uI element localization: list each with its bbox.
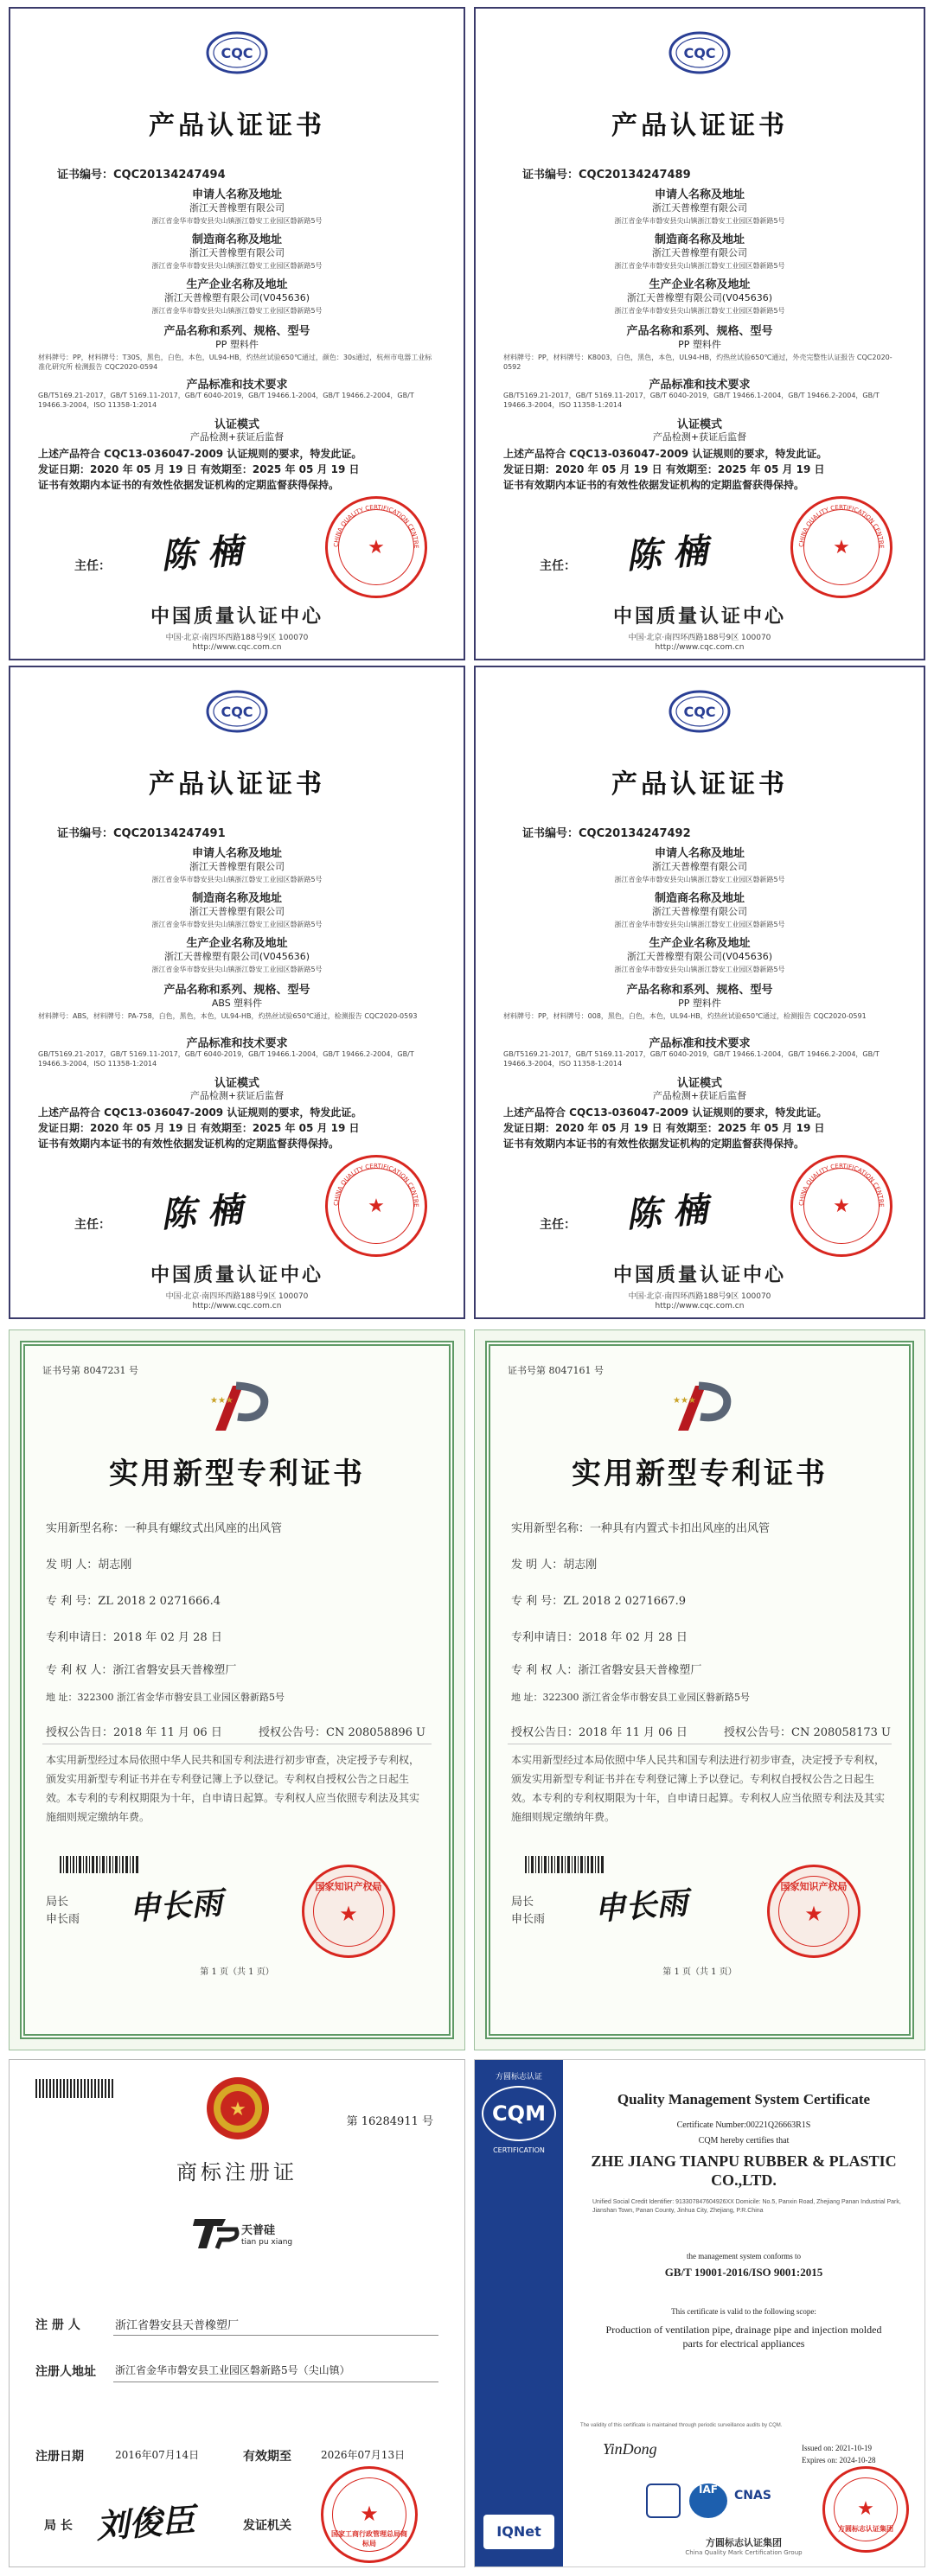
registrant-address-value: 浙江省金华市磐安县工业园区磐新路5号（尖山镇） <box>115 2364 350 2376</box>
cqm-certificate <box>474 2059 925 2567</box>
svg-text:★★★: ★★★ <box>673 1396 696 1406</box>
registrant-value: 浙江省磐安县天普橡塑厂 <box>115 2319 240 2332</box>
grant-publication-number: 授权公告号：CN 208058173 U <box>724 1726 891 1739</box>
issue-dates: 发证日期：2020 年 05 月 19 日 有效期至：2025 年 05 月 19 日 <box>38 1122 360 1134</box>
director-signature: 刘俊臣 <box>94 2500 196 2546</box>
mode-heading: 认证模式 <box>676 418 722 431</box>
cqm-scope-intro: This certificate is valid to the following scope: <box>671 2307 816 2316</box>
applicant-address: 浙江省金华市磐安县尖山镇浙江磐安工业园区磐新路5号 <box>614 876 785 883</box>
cnipa-seal-icon: ★ 国家知识产权局 <box>767 1865 860 1958</box>
standard-heading: 产品标准和技术要求 <box>186 379 288 392</box>
issue-dates: 发证日期：2020 年 05 月 19 日 有效期至：2025 年 05 月 19 日 <box>38 463 360 475</box>
director-title: 局长 <box>511 1896 534 1909</box>
issuer-address: 中国·北京·南四环西路188号9区 100070 <box>165 634 309 642</box>
valid-until-value: 2026年07月13日 <box>321 2449 406 2461</box>
svg-text:CQC: CQC <box>683 704 716 720</box>
applicant-address: 浙江省金华市磐安县尖山镇浙江磐安工业园区磐新路5号 <box>614 217 785 225</box>
manufacturer-address: 浙江省金华市磐安县尖山镇浙江磐安工业园区磐新路5号 <box>614 921 785 928</box>
cqm-certificate-number: Certificate Number:00221Q26663R1S <box>676 2120 811 2130</box>
cqm-certifies: CQM hereby certifies that <box>698 2136 790 2146</box>
manufacturer-name: 浙江天普橡塑有限公司 <box>652 906 747 917</box>
issuer-name: 中国质量认证中心 <box>612 606 786 628</box>
cqm-side-band <box>475 2060 563 2566</box>
accreditation-mark-icon <box>646 2484 681 2518</box>
svg-text:CHINA QUALITY CERTIFICATION CE: CHINA QUALITY CERTIFICATION CENTRE <box>797 503 886 549</box>
cqm-standard: GB/T 19001-2016/ISO 9001:2015 <box>664 2266 823 2279</box>
inventor-line: 发 明 人：胡志刚 <box>46 1559 132 1572</box>
cqc-logo-icon <box>669 31 731 74</box>
producer-name: 浙江天普橡塑有限公司(V045636) <box>626 951 773 962</box>
cnas-logo-icon: CNAS <box>734 2489 771 2503</box>
director-name: 申长雨 <box>46 1913 80 1926</box>
trademark-title: 商标注册证 <box>176 2160 297 2184</box>
manufacturer-name: 浙江天普橡塑有限公司 <box>189 906 285 917</box>
ccc-certificate-1 <box>9 7 465 660</box>
ccc-certificate-4 <box>474 666 925 1319</box>
certification-mode: 产品检测+获证后监督 <box>189 1090 285 1101</box>
certificate-title: 产品认证证书 <box>149 111 325 141</box>
mode-heading: 认证模式 <box>214 1077 259 1090</box>
barcode-icon <box>35 2079 113 2098</box>
product-name: PP 塑料件 <box>678 339 721 350</box>
grant-date: 授权公告日：2018 年 11 月 06 日 <box>46 1726 222 1739</box>
certificate-number: 证书编号：CQC20134247492 <box>522 827 691 840</box>
brand-pinyin: tian pu xiang <box>241 2238 293 2247</box>
cqm-company-details: Unified Social Credit Identifier: 913307847604926XX Domicile: No.5, Panxin Road, Zhejiang Panan Industrial Park, Jianshan Town, Panan County, Jinhua City, Zhejiang, P.R.China <box>592 2199 901 2214</box>
iqnet-logo-icon: IQNet <box>483 2515 554 2549</box>
valid-until-label: 有效期至 <box>243 2450 291 2464</box>
conformity-statement: 上述产品符合 CQC13-036047-2009 认证规则的要求，特发此证。 <box>503 448 828 460</box>
director-name: 申长雨 <box>511 1913 546 1926</box>
applicant-heading: 申请人名称及地址 <box>654 847 745 860</box>
svg-text:CHINA QUALITY CERTIFICATION CE: CHINA QUALITY CERTIFICATION CENTRE <box>332 503 420 549</box>
cqm-seal-icon: ★ 方圆标志认证集团 <box>822 2466 909 2553</box>
issuing-authority-label: 发证机关 <box>243 2519 291 2533</box>
issuer-name: 中国质量认证中心 <box>612 1265 786 1286</box>
issuer-name: 中国质量认证中心 <box>150 1265 323 1286</box>
standard-list: GB/T5169.21-2017，GB/T 5169.11-2017，GB/T 6040-2019，GB/T 19466.1-2004，GB/T 19466.2-2004，GB/T 19466.3-2004，ISO 11358-1:2014 <box>38 392 414 409</box>
utility-patent-certificate-1 <box>9 1329 465 2050</box>
registrant-address-label: 注册人地址 <box>35 2365 96 2379</box>
manufacturer-address: 浙江省金华市磐安县尖山镇浙江磐安工业园区磐新路5号 <box>614 262 785 270</box>
applicant-name: 浙江天普橡塑有限公司 <box>652 202 747 214</box>
producer-address: 浙江省金华市磐安县尖山镇浙江磐安工业园区磐新路5号 <box>614 307 785 315</box>
producer-name: 浙江天普橡塑有限公司(V045636) <box>163 951 310 962</box>
cqc-logo-icon <box>669 690 731 733</box>
national-emblem-icon <box>203 2074 272 2143</box>
trademark-office-seal-icon: ★ 国家工商行政管理总局商标局 <box>321 2466 418 2563</box>
brand-logo-icon <box>191 2212 240 2252</box>
manufacturer-heading: 制造商名称及地址 <box>191 892 282 905</box>
producer-address: 浙江省金华市磐安县尖山镇浙江磐安工业园区磐新路5号 <box>614 966 785 973</box>
manufacturer-name: 浙江天普橡塑有限公司 <box>652 247 747 258</box>
director-signature: 陈 楠 <box>624 1189 709 1236</box>
applicant-address: 浙江省金华市磐安县尖山镇浙江磐安工业园区磐新路5号 <box>151 876 323 883</box>
cqm-title: Quality Management System Certificate <box>617 2091 871 2107</box>
utility-patent-certificate-2 <box>474 1329 925 2050</box>
registration-number: 第 16284911 号 <box>346 2115 433 2128</box>
cqm-system-intro: the management system conforms to <box>687 2252 801 2260</box>
cqm-side-mid: CERTIFICATION <box>493 2146 545 2154</box>
conformity-statement: 上述产品符合 CQC13-036047-2009 认证规则的要求，特发此证。 <box>503 1106 828 1119</box>
inventor-line: 发 明 人：胡志刚 <box>511 1559 598 1572</box>
product-spec: 材料牌号：PP，材料牌号：T30S，黑色，白色，本色，UL94-HB，灼热丝试验650℃通过，颜色：30s通过，杭州市电器工业标准化研究所 检测报告 CQC2020-0594 <box>38 354 432 371</box>
applicant-heading: 申请人名称及地址 <box>654 188 745 201</box>
grant-date: 授权公告日：2018 年 11 月 06 日 <box>511 1726 688 1739</box>
brand-name: 天普硅 <box>241 2224 276 2237</box>
issuer-address: 中国·北京·南四环西路188号9区 100070 <box>628 634 771 642</box>
patent-number: 专 利 号：ZL 2018 2 0271667.9 <box>511 1595 686 1608</box>
standard-heading: 产品标准和技术要求 <box>649 1037 751 1050</box>
director-signature: 陈 楠 <box>159 1189 244 1236</box>
barcode-icon <box>60 1856 146 1873</box>
product-spec: 材料牌号：ABS，材料牌号：PA-758，白色，黑色，本色，UL94-HB，灼热丝试验650℃通过，检测报告 CQC2020-0593 <box>38 1012 418 1020</box>
svg-text:CQC: CQC <box>221 704 253 720</box>
certification-mode: 产品检测+获证后监督 <box>652 1090 747 1101</box>
director-signature: 申长雨 <box>127 1884 224 1928</box>
director-label: 主任： <box>74 559 111 573</box>
patent-body-text: 本实用新型经过本局依照中华人民共和国专利法进行初步审查，决定授予专利权，颁发实用新型专利证书并在专利登记簿上予以登记。专利权自授权公告之日起生效。本专利的专利权期限为十年，自申请日起算。专利权人应当依照专利法及其实施细则规定缴纳年费。 <box>46 1754 420 1823</box>
issuer-website[interactable]: http://www.cqc.com.cn <box>192 1302 282 1310</box>
director-signature: 陈 楠 <box>159 530 244 577</box>
director-signature: 申长雨 <box>592 1884 689 1928</box>
manufacturer-heading: 制造商名称及地址 <box>654 233 745 246</box>
page-indicator: 第 1 页（共 1 页） <box>662 1967 737 1977</box>
cqm-logo-icon: CQM <box>482 2086 556 2141</box>
applicant-heading: 申请人名称及地址 <box>191 188 282 201</box>
patentee-line: 专 利 权 人：浙江省磐安县天普橡塑厂 <box>511 1664 702 1677</box>
director-label: 主任： <box>540 1218 576 1232</box>
cqm-footer-sub: China Quality Mark Certification Group <box>685 2549 803 2556</box>
validity-statement: 证书有效期内本证书的有效性依据发证机构的定期监督获得保持。 <box>503 1138 805 1150</box>
registration-date-value: 2016年07月14日 <box>115 2449 200 2461</box>
svg-text:★★★: ★★★ <box>210 1396 234 1406</box>
manufacturer-address: 浙江省金华市磐安县尖山镇浙江磐安工业园区磐新路5号 <box>151 262 323 270</box>
red-seal-icon <box>790 1155 892 1257</box>
red-seal-icon <box>790 496 892 598</box>
red-seal-icon <box>325 496 427 598</box>
svg-text:CHINA QUALITY CERTIFICATION CE: CHINA QUALITY CERTIFICATION CENTRE <box>797 1162 886 1208</box>
certificate-number: 证书编号：CQC20134247491 <box>57 827 226 840</box>
certificate-title: 产品认证证书 <box>149 769 325 800</box>
utility-model-name: 实用新型名称：一种具有螺纹式出风座的出风管 <box>46 1522 283 1535</box>
conformity-statement: 上述产品符合 CQC13-036047-2009 认证规则的要求，特发此证。 <box>38 1106 362 1119</box>
director-title: 局长 <box>46 1896 69 1909</box>
mode-heading: 认证模式 <box>214 418 259 431</box>
standard-list: GB/T5169.21-2017，GB/T 5169.11-2017，GB/T 6040-2019，GB/T 19466.1-2004，GB/T 19466.2-2004，GB/T 19466.3-2004，ISO 11358-1:2014 <box>503 1050 880 1068</box>
issuer-website[interactable]: http://www.cqc.com.cn <box>655 1302 745 1310</box>
patent-body-text: 本实用新型经过本局依照中华人民共和国专利法进行初步审查，决定授予专利权，颁发实用新型专利证书并在专利登记簿上予以登记。专利权自授权公告之日起生效。本专利的专利权期限为十年，自申请日起算。专利权人应当依照专利法及其实施细则规定缴纳年费。 <box>511 1754 886 1823</box>
cnipa-emblem-icon <box>198 1377 276 1438</box>
validity-statement: 证书有效期内本证书的有效性依据发证机构的定期监督获得保持。 <box>38 1138 340 1150</box>
director-label: 主任： <box>74 1218 111 1232</box>
barcode-icon <box>525 1856 611 1873</box>
patentee-line: 专 利 权 人：浙江省磐安县天普橡塑厂 <box>46 1664 237 1677</box>
producer-name: 浙江天普橡塑有限公司(V045636) <box>163 292 310 303</box>
patent-title: 实用新型专利证书 <box>109 1457 365 1491</box>
issuer-website[interactable]: http://www.cqc.com.cn <box>655 643 745 652</box>
page-indicator: 第 1 页（共 1 页） <box>200 1967 274 1977</box>
filing-date: 专利申请日：2018 年 02 月 28 日 <box>511 1631 688 1644</box>
product-heading: 产品名称和系列、规格、型号 <box>626 984 773 997</box>
producer-heading: 生产企业名称及地址 <box>649 937 751 950</box>
mode-heading: 认证模式 <box>676 1077 722 1090</box>
cqm-scope: Production of ventilation pipe, drainage pipe and injection molded parts for electrical appliances <box>605 2324 882 2350</box>
svg-text:CQC: CQC <box>221 45 253 61</box>
trademark-certificate <box>9 2059 465 2567</box>
product-heading: 产品名称和系列、规格、型号 <box>626 325 773 338</box>
certificate-title: 产品认证证书 <box>611 769 788 800</box>
certificate-number: 证书编号：CQC20134247489 <box>522 169 691 182</box>
certificate-title: 产品认证证书 <box>611 111 788 141</box>
registrant-label: 注 册 人 <box>35 2318 80 2332</box>
applicant-name: 浙江天普橡塑有限公司 <box>652 861 747 872</box>
producer-heading: 生产企业名称及地址 <box>186 937 288 950</box>
patent-title: 实用新型专利证书 <box>572 1457 828 1491</box>
manufacturer-name: 浙江天普橡塑有限公司 <box>189 247 285 258</box>
cqm-issued-date: Issued on: 2021-10-19 <box>802 2444 872 2452</box>
patentee-address: 地 址：322300 浙江省金华市磐安县工业园区磐新路5号 <box>511 1692 750 1703</box>
product-name: PP 塑料件 <box>215 339 259 350</box>
director-signature: 陈 楠 <box>624 530 709 577</box>
svg-text:CQC: CQC <box>683 45 716 61</box>
cqm-validity-note: The validity of this certificate is maintained through periodic surveillance audits by CQM. <box>580 2423 783 2428</box>
cnipa-seal-icon: ★ 国家知识产权局 <box>302 1865 395 1958</box>
product-heading: 产品名称和系列、规格、型号 <box>163 325 310 338</box>
producer-name: 浙江天普橡塑有限公司(V045636) <box>626 292 773 303</box>
issue-dates: 发证日期：2020 年 05 月 19 日 有效期至：2025 年 05 月 19 日 <box>503 1122 825 1134</box>
producer-address: 浙江省金华市磐安县尖山镇浙江磐安工业园区磐新路5号 <box>151 307 323 315</box>
svg-text:★: ★ <box>229 2099 246 2120</box>
product-name: ABS 塑料件 <box>211 998 263 1009</box>
svg-text:★: ★ <box>368 1196 385 1217</box>
applicant-name: 浙江天普橡塑有限公司 <box>189 861 285 872</box>
cnipa-emblem-icon <box>661 1377 739 1438</box>
issuer-name: 中国质量认证中心 <box>150 606 323 628</box>
svg-text:★: ★ <box>833 537 850 558</box>
standard-list: GB/T5169.21-2017，GB/T 5169.11-2017，GB/T 6040-2019，GB/T 19466.1-2004，GB/T 19466.2-2004，GB/T 19466.3-2004，ISO 11358-1:2014 <box>503 392 880 409</box>
producer-heading: 生产企业名称及地址 <box>186 278 288 291</box>
issuer-address: 中国·北京·南四环西路188号9区 100070 <box>628 1292 771 1301</box>
registration-date-label: 注册日期 <box>35 2450 84 2464</box>
issuer-website[interactable]: http://www.cqc.com.cn <box>192 643 282 652</box>
certification-mode: 产品检测+获证后监督 <box>652 431 747 443</box>
product-spec: 材料牌号：PP，材料牌号：008，黑色，白色，本色，UL94-HB，灼热丝试验650℃通过，检测报告 CQC2020-0591 <box>503 1012 867 1020</box>
certification-mode: 产品检测+获证后监督 <box>189 431 285 443</box>
standard-heading: 产品标准和技术要求 <box>186 1037 288 1050</box>
director-label: 主任： <box>540 559 576 573</box>
cqc-logo-icon <box>206 690 268 733</box>
cqm-expiry-date: Expires on: 2024-10-28 <box>802 2456 876 2464</box>
applicant-heading: 申请人名称及地址 <box>191 847 282 860</box>
producer-address: 浙江省金华市磐安县尖山镇浙江磐安工业园区磐新路5号 <box>151 966 323 973</box>
director-label: 局 长 <box>44 2519 73 2533</box>
manufacturer-address: 浙江省金华市磐安县尖山镇浙江磐安工业园区磐新路5号 <box>151 921 323 928</box>
product-heading: 产品名称和系列、规格、型号 <box>163 984 310 997</box>
svg-text:★: ★ <box>368 537 385 558</box>
product-name: PP 塑料件 <box>678 998 721 1009</box>
product-spec: 材料牌号：PP，材料牌号：K8003，白色，黑色，本色，UL94-HB，灼热丝试验650℃通过，外壳完整性认证报告 CQC2020-0592 <box>503 354 892 371</box>
validity-statement: 证书有效期内本证书的有效性依据发证机构的定期监督获得保持。 <box>38 479 340 491</box>
cqm-company: ZHE JIANG TIANPU RUBBER & PLASTIC CO.,LTD. <box>591 2152 897 2189</box>
manufacturer-heading: 制造商名称及地址 <box>654 892 745 905</box>
producer-heading: 生产企业名称及地址 <box>649 278 751 291</box>
grant-publication-number: 授权公告号：CN 208058896 U <box>259 1726 425 1739</box>
applicant-name: 浙江天普橡塑有限公司 <box>189 202 285 214</box>
filing-date: 专利申请日：2018 年 02 月 28 日 <box>46 1631 222 1644</box>
conformity-statement: 上述产品符合 CQC13-036047-2009 认证规则的要求，特发此证。 <box>38 448 362 460</box>
ccc-certificate-2 <box>474 7 925 660</box>
cqc-logo-icon <box>206 31 268 74</box>
validity-statement: 证书有效期内本证书的有效性依据发证机构的定期监督获得保持。 <box>503 479 805 491</box>
red-seal-icon <box>325 1155 427 1257</box>
issuer-address: 中国·北京·南四环西路188号9区 100070 <box>165 1292 309 1301</box>
cqm-footer: 方圆标志认证集团 <box>706 2537 782 2548</box>
applicant-address: 浙江省金华市磐安县尖山镇浙江磐安工业园区磐新路5号 <box>151 217 323 225</box>
patent-certificate-number: 证书号第 8047231 号 <box>42 1365 138 1376</box>
standard-heading: 产品标准和技术要求 <box>649 379 751 392</box>
standard-list: GB/T5169.21-2017，GB/T 5169.11-2017，GB/T 6040-2019，GB/T 19466.1-2004，GB/T 19466.2-2004，GB/T 19466.3-2004，ISO 11358-1:2014 <box>38 1050 414 1068</box>
issue-dates: 发证日期：2020 年 05 月 19 日 有效期至：2025 年 05 月 19 日 <box>503 463 825 475</box>
patent-number: 专 利 号：ZL 2018 2 0271666.4 <box>46 1595 221 1608</box>
patent-certificate-number: 证书号第 8047161 号 <box>508 1365 604 1376</box>
utility-model-name: 实用新型名称：一种具有内置式卡扣出风座的出风管 <box>511 1522 771 1535</box>
cqm-side-top: 方圆标志认证 <box>495 2073 542 2082</box>
svg-text:★: ★ <box>833 1196 850 1217</box>
patentee-address: 地 址：322300 浙江省金华市磐安县工业园区磐新路5号 <box>46 1692 285 1703</box>
cqm-signature: YinDong <box>603 2440 657 2458</box>
iaf-logo-icon: IAF <box>689 2484 727 2518</box>
certificate-number: 证书编号：CQC20134247494 <box>57 169 226 182</box>
ccc-certificate-3 <box>9 666 465 1319</box>
manufacturer-heading: 制造商名称及地址 <box>191 233 282 246</box>
svg-text:CHINA QUALITY CERTIFICATION CE: CHINA QUALITY CERTIFICATION CENTRE <box>332 1162 420 1208</box>
